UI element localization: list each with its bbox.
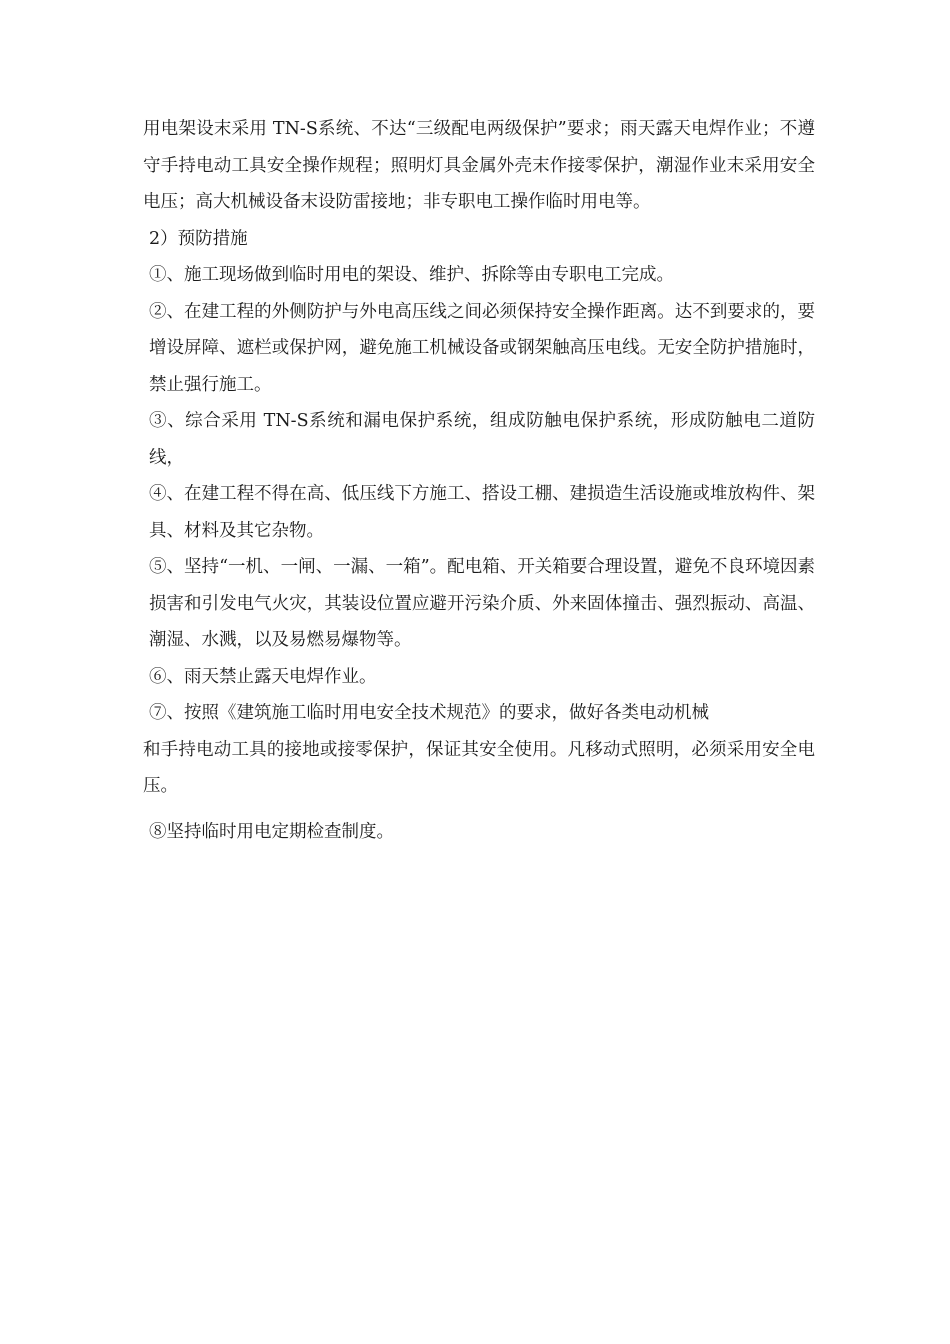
measure-item-7-line-1: ⑦、按照《建筑施工临时用电安全技术规范》的要求，做好各类电动机械: [149, 703, 709, 723]
measure-item-8: ⑧坚持临时用电定期检查制度。: [149, 821, 394, 842]
measure-item-3: ③、综合采用 TN-S系统和漏电保护系统，组成防触电保护系统，形成防触电二道防线，: [149, 411, 815, 468]
heading-preventive-measures: 2）预防措施: [149, 228, 248, 249]
measure-item-4: ④、在建工程不得在高、低压线下方施工、搭设工棚、建损造生活设施或堆放构件、架具、材料及其它杂物。: [149, 484, 815, 541]
measure-item-7-continuation: 和手持电动工具的接地或接零保护，保证其安全使用。凡移动式照明，必须采用安全电压。: [143, 739, 815, 796]
measure-item-1: ①、施工现场做到临时用电的架设、维护、拆除等由专职电工完成。: [149, 265, 674, 285]
measure-item-6: ⑥、雨天禁止露天电焊作业。: [149, 666, 377, 687]
measure-item-5: ⑤、坚持“一机、一闸、一漏、一箱”。配电箱、开关箱要合理设置，避免不良环境因素损害和引发电气火灾，其装设位置应避开污染介质、外来固体撞击、强烈振动、高温、潮湿、水溅，以及易燃易爆物等。: [149, 557, 815, 650]
measure-item-2: ②、在建工程的外侧防护与外电高压线之间必须保持安全操作距离。达不到要求的，要增设屏障、遮栏或保护网，避免施工机械设备或钢架触高压电线。无安全防护措施时，禁止强行施工。: [149, 301, 815, 395]
paragraph-risk-causes: 用电架设末采用 TN-S系统、不达“三级配电两级保护”要求；雨天露天电焊作业；不遵守手持电动工具安全操作规程；照明灯具金属外壳末作接零保护，潮湿作业末采用安全电压；高大机械设备末设防雷接地；非专职电工操作临时用电等。: [143, 119, 815, 212]
document-body: [143, 111, 815, 850]
